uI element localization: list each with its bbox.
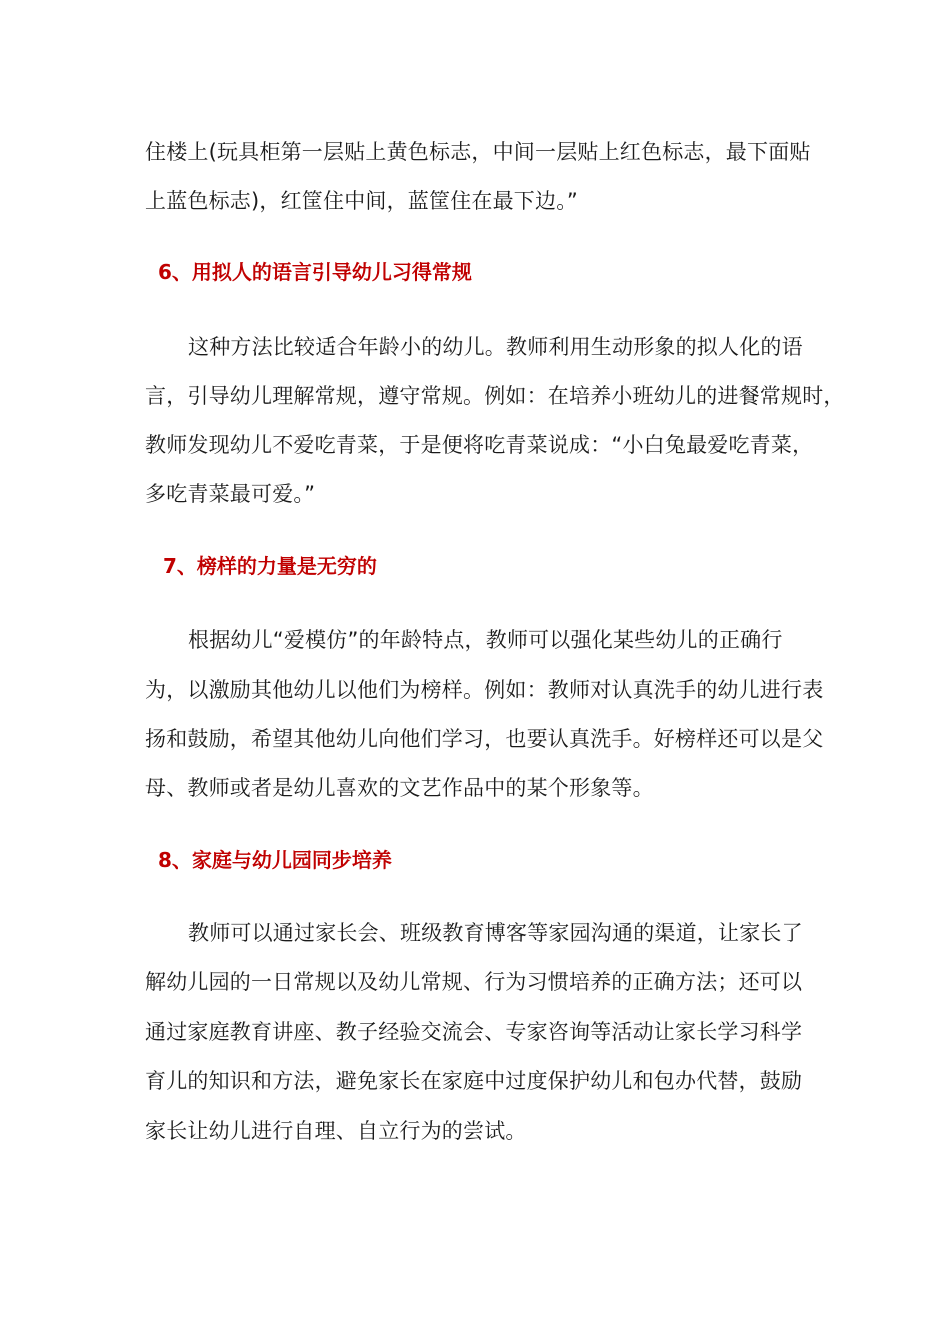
paragraph-line: 母、教师或者是幼儿喜欢的文艺作品中的某个形象等。 bbox=[145, 776, 654, 800]
paragraph-line: 扬和鼓励，希望其他幼儿向他们学习，也要认真洗手。好榜样还可以是父 bbox=[145, 727, 824, 751]
section-heading: 8、家庭与幼儿园同步培养 bbox=[158, 848, 392, 872]
paragraph-line: 言，引导幼儿理解常规，遵守常规。例如：在培养小班幼儿的进餐常规时， bbox=[145, 384, 845, 408]
paragraph-line: 为，以激励其他幼儿以他们为榜样。例如：教师对认真洗手的幼儿进行表 bbox=[145, 678, 824, 702]
paragraph-line: 教师可以通过家长会、班级教育博客等家园沟通的渠道，让家长了 bbox=[188, 921, 803, 945]
paragraph-line: 育儿的知识和方法，避免家长在家庭中过度保护幼儿和包办代替，鼓励 bbox=[145, 1069, 803, 1093]
section-heading: 7、榜样的力量是无穷的 bbox=[163, 554, 377, 578]
paragraph-line: 解幼儿园的一日常规以及幼儿常规、行为习惯培养的正确方法；还可以 bbox=[145, 970, 803, 994]
paragraph-line: 通过家庭教育讲座、教子经验交流会、专家咨询等活动让家长学习科学 bbox=[145, 1020, 803, 1044]
paragraph-line: 家长让幼儿进行自理、自立行为的尝试。 bbox=[145, 1119, 527, 1143]
paragraph-line: 上蓝色标志)，红筐住中间，蓝筐住在最下边。” bbox=[145, 189, 578, 213]
paragraph-line: 教师发现幼儿不爱吃青菜，于是便将吃青菜说成：“小白兔最爱吃青菜， bbox=[145, 433, 814, 457]
section-heading: 6、用拟人的语言引导幼儿习得常规 bbox=[158, 260, 472, 284]
paragraph-line: 多吃青菜最可爱。” bbox=[145, 482, 316, 506]
paragraph-line: 住楼上(玩具柜第一层贴上黄色标志，中间一层贴上红色标志，最下面贴 bbox=[145, 140, 811, 164]
paragraph-line: 这种方法比较适合年龄小的幼儿。教师利用生动形象的拟人化的语 bbox=[188, 335, 803, 359]
paragraph-line: 根据幼儿“爱模仿”的年龄特点，教师可以强化某些幼儿的正确行 bbox=[188, 628, 783, 652]
